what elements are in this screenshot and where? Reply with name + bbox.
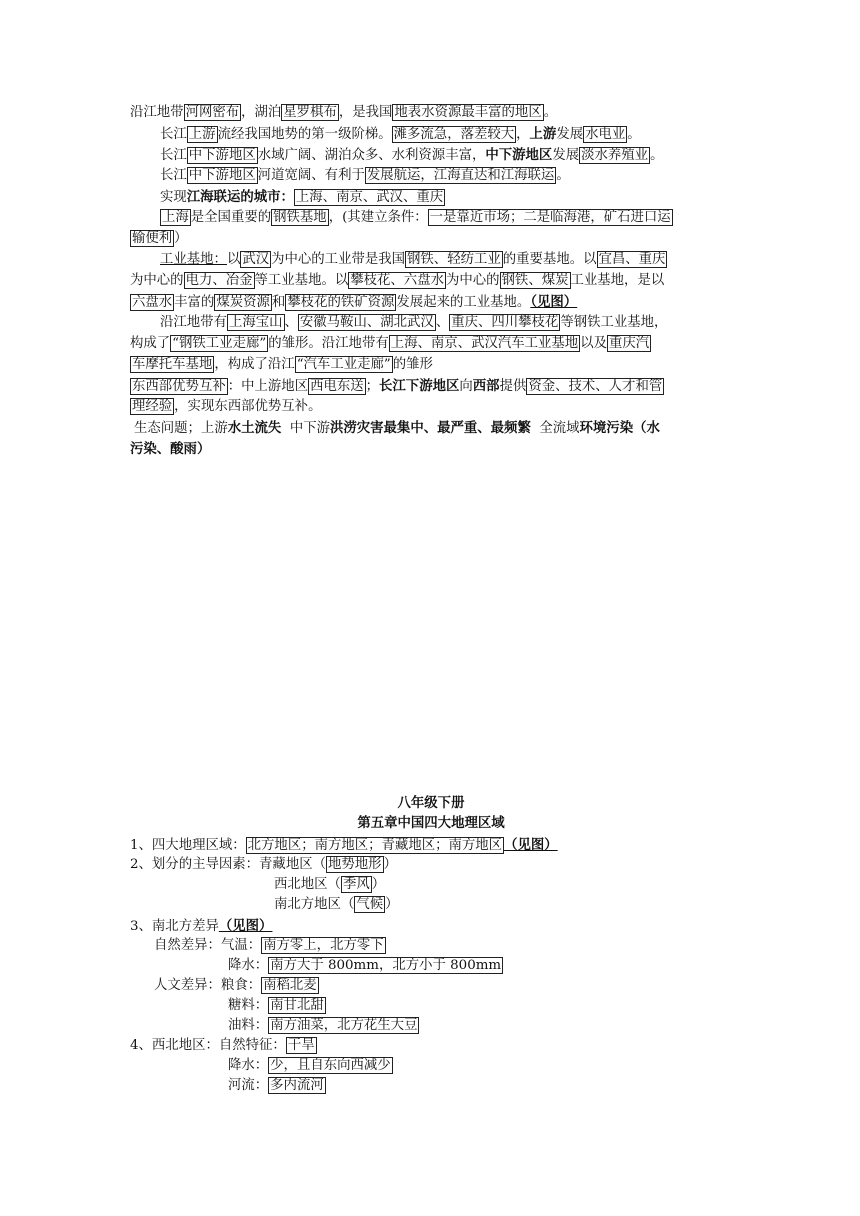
boxed-text: 一是靠近市场；二是临海港，矿石进口运: [429, 210, 671, 225]
boxed-text: 理经验: [132, 399, 173, 414]
text: ，湖泊: [241, 105, 282, 120]
text: 等工业基地。以: [254, 273, 349, 288]
text: 降水：: [228, 1058, 269, 1073]
bold-text: 西部: [472, 378, 500, 394]
boxed-text: 重庆、四川攀枝花: [451, 315, 559, 330]
boxed-text: 西电东送: [310, 379, 364, 394]
boxed-text: 淡水养殖业: [581, 148, 649, 163]
text: 是全国重要的: [190, 210, 272, 225]
text: 4、西北地区：自然特征：: [130, 1038, 286, 1053]
boxed-text: 攀枝花的铁矿资源: [287, 295, 395, 310]
text: 发展起来的工业基地。: [396, 295, 531, 310]
text: ；: [365, 379, 380, 394]
grade-heading: 八年级下册: [397, 795, 465, 811]
text: ，构成了沿江: [214, 357, 295, 372]
text: 2、划分的主导因素：青藏地区（: [130, 857, 326, 872]
boxed-text: 攀枝花、六盘水: [350, 273, 444, 288]
text-line: [160, 313, 732, 333]
boxed-text: 发展航运，江海直达和江海联运: [366, 168, 555, 183]
text-line: [130, 334, 732, 354]
chapter-title: 第五章中国四大地理区域: [357, 815, 505, 831]
boxed-text: 少，且自东向西减少: [270, 1058, 391, 1073]
text: 长江: [160, 148, 187, 163]
boxed-text: 上海: [162, 210, 189, 225]
text: 3、南北方差异: [130, 919, 219, 934]
boxed-text: “钢铁工业走廊”: [172, 336, 267, 351]
bold-text: 长江下游地区: [379, 378, 460, 394]
text-line: [130, 376, 732, 397]
bold-text: 污染、酸雨）: [130, 441, 211, 457]
text: 提供: [499, 379, 527, 394]
text: 、: [435, 315, 450, 330]
text-line: [160, 208, 732, 228]
text: 为中心的工业带是我国: [271, 252, 406, 267]
text: 西北地区（: [274, 877, 341, 892]
bold-text: 江海联运的城市：: [186, 189, 294, 205]
boxed-text: 星罗棋布: [283, 105, 337, 120]
text-line: [130, 1036, 732, 1056]
boxed-text: 水电业: [585, 127, 626, 142]
boxed-text: 东西部优势互补: [132, 379, 226, 394]
text: 为中心的: [130, 273, 184, 288]
text-line: [160, 166, 762, 186]
text-line: [228, 1016, 732, 1036]
text-line: [228, 996, 732, 1016]
text: 和: [271, 295, 286, 310]
text: 实现: [160, 190, 187, 205]
boxed-text: 季风: [342, 877, 370, 892]
boxed-text: 南甘北甜: [270, 998, 324, 1013]
bold-text: 中下游地区: [485, 147, 553, 163]
boxed-text: 重庆汽: [608, 336, 650, 351]
boxed-text: 钢铁、煤炭: [501, 273, 569, 288]
text: 。: [543, 105, 558, 120]
text: 水域广阔、湖泊众多、水利资源丰富，: [257, 148, 486, 163]
text: ，(其建立条件：: [328, 210, 428, 225]
text: 1、四大地理区域：: [130, 838, 246, 853]
text: 。: [650, 148, 664, 163]
text: 发展: [556, 127, 584, 142]
text: 。: [627, 127, 641, 142]
boxed-text: 输便利: [132, 231, 173, 246]
boxed-text: 滩多流急，落差较大: [393, 127, 515, 142]
text: 的重要基地。以: [502, 252, 597, 267]
bold-text: 洪涝灾害最集中、最严重、最频繁: [329, 420, 531, 436]
text-line: [134, 418, 732, 439]
boxed-text: 多内流河: [270, 1078, 324, 1093]
boxed-text: 中下游地区: [188, 148, 256, 163]
text-line: [154, 936, 732, 956]
boxed-text: 车摩托车基地: [132, 357, 213, 372]
boxed-text: 中下游地区: [188, 168, 256, 183]
text: 自然差异：气温：: [154, 938, 262, 953]
text: ，是我国: [338, 105, 393, 120]
bold-text: 环境污染（水: [579, 420, 660, 436]
text: 河流：: [228, 1078, 269, 1093]
text-line: [274, 875, 732, 895]
boxed-text: 干旱: [287, 1038, 315, 1053]
boxed-text: 武汉: [242, 252, 270, 267]
text-line: [160, 145, 762, 166]
text: 。: [556, 168, 570, 183]
text: 长江: [160, 168, 187, 183]
text: 生态问题；上游: [134, 421, 228, 436]
text: 河道宽阔、有利于: [257, 168, 365, 183]
boxed-text: 上海、南京、武汉汽车工业基地: [390, 336, 579, 351]
boxed-text: 安徽马鞍山、湖北武汉: [299, 315, 434, 330]
text: 构成了: [130, 336, 171, 351]
text-line: [228, 956, 732, 976]
text: 为中心的: [445, 273, 500, 288]
see-figure-note: （见图）: [530, 294, 578, 310]
text: 发展: [552, 148, 580, 163]
text-line: [130, 439, 732, 459]
text: 等钢铁工业基地，: [560, 315, 668, 330]
boxed-text: 资金、技术、人才和管: [528, 379, 663, 394]
see-figure-note: （见图）: [504, 837, 558, 853]
text-line: [160, 250, 732, 270]
text: ）: [385, 897, 399, 912]
bold-text: 水土流失: [227, 420, 282, 436]
text: ）: [174, 231, 188, 246]
text-line: [130, 103, 732, 123]
text: 的雏形: [392, 357, 433, 372]
boxed-text: 上海、南京、武汉、重庆: [295, 190, 444, 205]
text-line: [160, 124, 762, 145]
boxed-text: 上海宝山: [228, 315, 283, 330]
text-line: [130, 397, 732, 417]
boxed-text: 电力、冶金: [185, 273, 253, 288]
boxed-text: 上游: [188, 127, 216, 142]
boxed-text: 煤炭资源: [216, 295, 270, 310]
boxed-text: 地势地形: [328, 857, 382, 872]
text: 油料：: [228, 1018, 269, 1033]
text: 沿江地带: [130, 105, 184, 120]
boxed-text: 气候: [356, 897, 384, 912]
text-line: [274, 895, 732, 915]
boxed-text: 钢铁基地: [273, 210, 327, 225]
text: 中下游: [289, 421, 330, 436]
text: 、: [284, 315, 298, 330]
boxed-text: 南方大于 800mm，北方小于 800mm: [270, 958, 502, 973]
text-line: [130, 835, 732, 856]
text: ，: [516, 127, 530, 142]
text-line: [154, 976, 732, 996]
text-line: [160, 187, 762, 208]
text: 以及: [580, 336, 607, 351]
text: 长江: [160, 127, 187, 142]
text: 以: [226, 252, 241, 267]
text-line: [130, 855, 732, 875]
see-figure-note: （见图）: [218, 918, 273, 934]
text-line: [130, 355, 732, 375]
text-line: [130, 292, 732, 313]
text: 沿江地带有: [160, 315, 227, 330]
boxed-text: 地表水资源最丰富的地区: [394, 105, 542, 120]
text: 流经我国地势的第一级阶梯。: [217, 127, 392, 142]
boxed-text: 南稻北麦: [263, 978, 317, 993]
text-line: [228, 1076, 732, 1096]
text: 人文差异：粮食：: [154, 978, 262, 993]
boxed-text: “汽车工业走廊”: [296, 357, 391, 372]
text-line: [130, 271, 732, 291]
text: 丰富的: [174, 295, 215, 310]
text: ，实现东西部优势互补。: [174, 399, 322, 414]
text: 全流域: [539, 421, 580, 436]
text: 南北方地区（: [274, 897, 355, 912]
underlined-heading: 工业基地：: [160, 252, 227, 267]
text-line: [130, 229, 732, 249]
text: 向: [459, 379, 473, 394]
text-line: [228, 1056, 732, 1076]
text-line: [130, 916, 732, 937]
boxed-text: 钢铁、轻纺工业: [407, 252, 501, 267]
text: 工业基地，是以: [570, 273, 665, 288]
text: 糖料：: [228, 998, 269, 1013]
text: ：中上游地区: [227, 379, 309, 394]
text: ）: [371, 877, 386, 892]
bold-text: 上游: [529, 126, 557, 142]
text: 降水：: [228, 958, 269, 973]
text: 的雏形。沿江地带有: [268, 336, 389, 351]
boxed-text: 宜昌、重庆: [598, 252, 666, 267]
text: ）: [383, 857, 397, 872]
boxed-text: 北方地区；南方地区；青藏地区；南方地区: [247, 838, 503, 853]
boxed-text: 南方油菜，北方花生大豆: [270, 1018, 418, 1033]
boxed-text: 河网密布: [185, 105, 240, 120]
boxed-text: 南方零上，北方零下: [263, 938, 384, 953]
boxed-text: 六盘水: [132, 295, 173, 310]
